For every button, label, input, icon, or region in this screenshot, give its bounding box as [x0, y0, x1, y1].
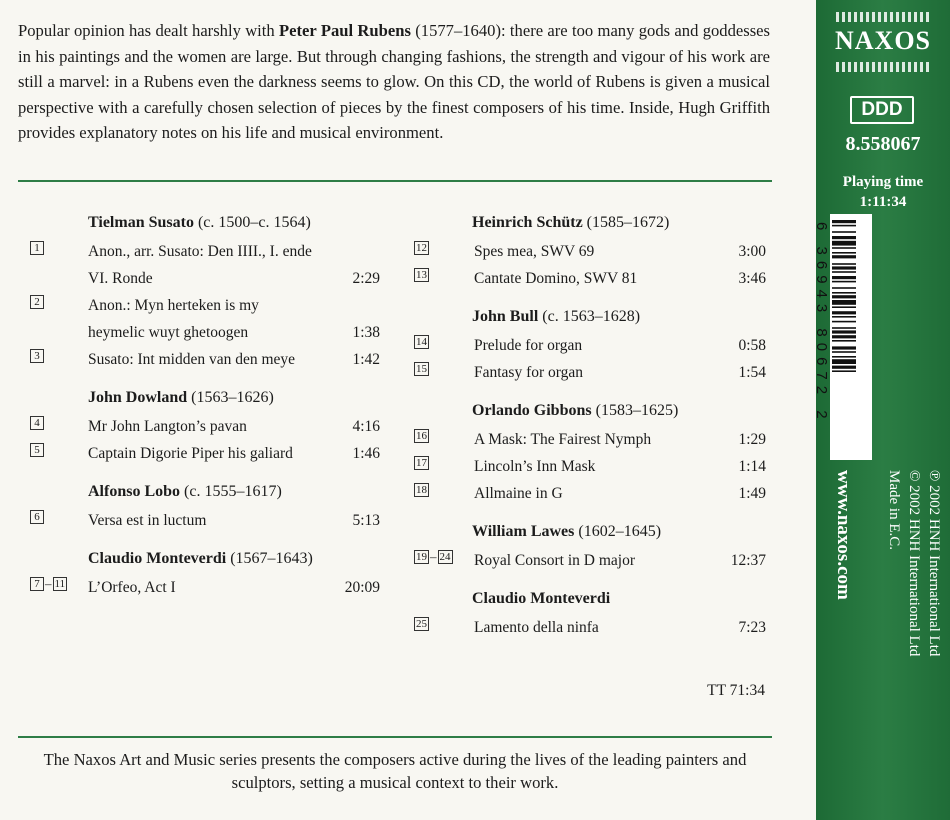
track-duration: 1:49: [738, 485, 766, 502]
track-number: [414, 483, 429, 497]
track-number-box-end: 24: [439, 551, 451, 563]
composer-dates: (1583–1625): [591, 402, 679, 419]
barcode-bar: [832, 281, 856, 283]
track-row: [414, 614, 766, 641]
barcode-bar: [832, 255, 856, 258]
track-row: [414, 426, 766, 453]
track-title: Lamento della ninfa: [474, 619, 599, 636]
track-title: Susato: Int midden van den meye: [88, 351, 296, 368]
divider-bottom: [18, 736, 772, 738]
track-title: Versa est in luctum: [88, 512, 207, 529]
track-title: Spes mea, SWV 69: [474, 243, 595, 260]
intro-text-1: Popular opinion has dealt harshly with: [18, 21, 280, 40]
track-number-box: 14: [416, 336, 427, 348]
track-number-box: 5: [30, 443, 44, 457]
track-duration: 1:38: [352, 324, 380, 341]
track-number-box: 2: [30, 295, 44, 309]
track-number-box: 25: [416, 618, 427, 630]
track-number-box: 4: [30, 416, 44, 430]
barcode-bar: [832, 276, 856, 279]
barcode: [830, 214, 872, 460]
track-title: Prelude for organ: [474, 337, 583, 354]
track-row: [30, 413, 380, 440]
barcode-bar: [832, 263, 856, 265]
track-number: [30, 295, 44, 309]
track-number: [414, 617, 429, 631]
track-number-box: 12: [416, 242, 427, 254]
barcode-bar: [832, 340, 856, 342]
intro-text-2: (1577–1640): there are too many gods and goddesses in his paintings and the women are large. But through changing fashions, the strength and vigour of his work are still a marvel: in a Rubens even the darkness seems to glow. On this CD, the world of Rubens is given a musical perspective with a carefully chosen selection of pieces by the finest composers of his time. Inside, Hugh Griffith provides explanatory notes on his life and musical environment.: [18, 21, 770, 142]
track-number-box: 6: [30, 510, 44, 524]
track-number-box: 15: [416, 363, 427, 375]
track-row: [414, 265, 766, 292]
composer-heading: [88, 214, 380, 232]
track-number: [30, 241, 44, 255]
barcode-bar: [832, 295, 856, 298]
barcode-bar: [832, 311, 856, 314]
track-duration: 20:09: [344, 579, 380, 596]
total-time: TT 71:34: [707, 682, 765, 699]
track-duration: 1:54: [738, 364, 766, 381]
copyright-block: [884, 470, 944, 656]
composer-name: Alfonso Lobo: [88, 483, 181, 500]
composer-name: Tielman Susato: [88, 214, 194, 231]
track-title: Allmaine in G: [474, 485, 563, 502]
track-number-box: 3: [30, 349, 44, 363]
track-number-box: 19: [416, 551, 427, 563]
catalog-number: 8.558067: [845, 133, 921, 155]
barcode-bar: [832, 346, 856, 349]
track-row: [414, 359, 766, 386]
track-title: Anon., arr. Susato: Den IIII., I. ende VI. Ronde: [88, 243, 312, 287]
track-number-box-end: 11: [54, 578, 66, 590]
barcode-bar: [832, 300, 856, 305]
track-duration: 1:46: [352, 445, 380, 462]
barcode-bar: [832, 327, 856, 329]
barcode-digits-wrap: [813, 222, 950, 425]
track-duration: 2:29: [352, 270, 380, 287]
tracklist-left: [30, 214, 380, 601]
barcode-bar: [832, 292, 856, 294]
spine-panel: [813, 0, 950, 820]
divider-top: [18, 180, 772, 182]
composer-dates: (c. 1500–c. 1564): [193, 214, 311, 231]
tracklist-right: [414, 214, 766, 641]
track-title: Fantasy for organ: [474, 364, 584, 381]
barcode-bar: [832, 370, 856, 372]
track-number: [414, 456, 429, 470]
track-row: [30, 440, 380, 467]
composer-name: Claudio Monteverdi: [88, 550, 227, 567]
track-row: [414, 480, 766, 507]
barcode-bar: [832, 241, 856, 246]
track-duration: 4:16: [352, 418, 380, 435]
track-range-dash: –: [45, 576, 52, 591]
composer-name: William Lawes: [472, 523, 575, 540]
composer-dates: (1585–1672): [582, 214, 670, 231]
track-title: Mr John Langton’s pavan: [88, 418, 247, 435]
track-number-box: 1: [30, 241, 44, 255]
track-title: Cantate Domino, SWV 81: [474, 270, 638, 287]
track-number: [414, 268, 429, 282]
barcode-bar: [832, 321, 856, 323]
track-number: [414, 241, 429, 255]
track-number: [30, 510, 44, 524]
intro-paragraph: [18, 18, 770, 146]
track-title: L’Orfeo, Act I: [88, 579, 176, 596]
composer-name: Heinrich Schütz: [472, 214, 583, 231]
track-row: [414, 332, 766, 359]
barcode-bar: [832, 271, 856, 273]
series-description: The Naxos Art and Music series presents the composers active during the lives of the leading painters and sculptors, setting a musical context to their work.: [43, 750, 747, 792]
barcode-bar: [832, 316, 856, 318]
track-row: [30, 346, 380, 373]
track-number-box: 13: [416, 269, 427, 281]
copyright-wrap: [886, 470, 950, 657]
track-row: [414, 453, 766, 480]
composer-dates: (c. 1563–1628): [538, 308, 641, 325]
ddd-badge: DDD: [850, 96, 914, 124]
track-number: [414, 429, 429, 443]
composer-dates: (c. 1555–1617): [180, 483, 282, 500]
track-duration: 7:23: [738, 619, 766, 636]
track-duration: 3:46: [738, 270, 766, 287]
track-row: [30, 292, 380, 346]
track-number-box: 7: [30, 577, 44, 591]
website-url: www.naxos.com: [833, 470, 854, 600]
track-duration: 5:13: [352, 512, 380, 529]
track-duration: 1:29: [738, 431, 766, 448]
track-row: [30, 574, 380, 601]
track-row: [414, 238, 766, 265]
track-title: Captain Digorie Piper his galiard: [88, 445, 293, 462]
composer-heading: [472, 308, 766, 326]
composer-heading: [88, 550, 380, 568]
track-number: [414, 362, 429, 376]
track-number: [414, 550, 453, 564]
track-title: Anon.: Myn herteken is my heymelic wuyt ghetoogen: [88, 297, 259, 341]
barcode-bar: [832, 330, 856, 333]
playing-time-value: 1:11:34: [859, 194, 907, 210]
track-number: [30, 416, 44, 430]
track-row: [414, 547, 766, 574]
track-row: [30, 507, 380, 534]
track-number: [30, 577, 67, 591]
logo-colonnade-top: [836, 12, 930, 22]
composer-dates: (1563–1626): [187, 389, 274, 406]
playing-time: [816, 172, 950, 212]
composer-heading: [88, 483, 380, 501]
track-duration: 1:14: [738, 458, 766, 475]
track-range-dash: –: [430, 549, 437, 564]
composer-heading: [472, 590, 766, 608]
barcode-bar: [832, 306, 856, 308]
intro-artist-name: Peter Paul Rubens: [279, 21, 411, 40]
composer-dates: (1602–1645): [574, 523, 662, 540]
logo-wordmark: NAXOS: [834, 26, 931, 55]
track-number: [414, 335, 429, 349]
barcode-bar: [832, 359, 856, 364]
composer-name: John Bull: [472, 308, 539, 325]
barcode-bar: [832, 351, 856, 353]
track-duration: 3:00: [738, 243, 766, 260]
playing-time-label: Playing time: [842, 174, 924, 190]
track-duration: 1:42: [352, 351, 380, 368]
barcode-bar: [832, 356, 856, 358]
barcode-digits: 6 36943 80672 2: [813, 222, 830, 425]
barcode-bar: [832, 247, 856, 249]
track-number-box: 18: [416, 484, 427, 496]
barcode-bars: [830, 214, 872, 460]
composer-heading: [472, 402, 766, 420]
track-number-box: 16: [416, 430, 427, 442]
track-duration: 12:37: [730, 552, 766, 569]
track-title: A Mask: The Fairest Nymph: [474, 431, 652, 448]
logo-colonnade-bottom: [836, 62, 930, 72]
copyright-phonographic: ℗ 2002 HNH International Ltd: [926, 470, 942, 657]
composer-name: Claudio Monteverdi: [472, 590, 611, 607]
barcode-bar: [832, 266, 856, 269]
track-title: Lincoln’s Inn Mask: [474, 458, 596, 475]
track-duration: 0:58: [738, 337, 766, 354]
track-number: [30, 443, 44, 457]
made-in: Made in E.C.: [886, 470, 902, 550]
naxos-logo: [828, 4, 938, 80]
track-title: Royal Consort in D major: [474, 552, 636, 569]
barcode-bar: [832, 366, 856, 369]
barcode-bar: [832, 287, 856, 289]
track-number: [30, 349, 44, 363]
barcode-bar: [832, 335, 856, 338]
composer-dates: (1567–1643): [226, 550, 313, 567]
copyright-text: © 2002 HNH International Ltd: [906, 470, 922, 657]
track-number-box: 17: [416, 457, 427, 469]
track-row: [30, 238, 380, 292]
composer-heading: [472, 214, 766, 232]
composer-name: Orlando Gibbons: [472, 402, 592, 419]
composer-name: John Dowland: [88, 389, 188, 406]
composer-heading: [88, 389, 380, 407]
composer-heading: [472, 523, 766, 541]
barcode-bar: [832, 252, 856, 254]
